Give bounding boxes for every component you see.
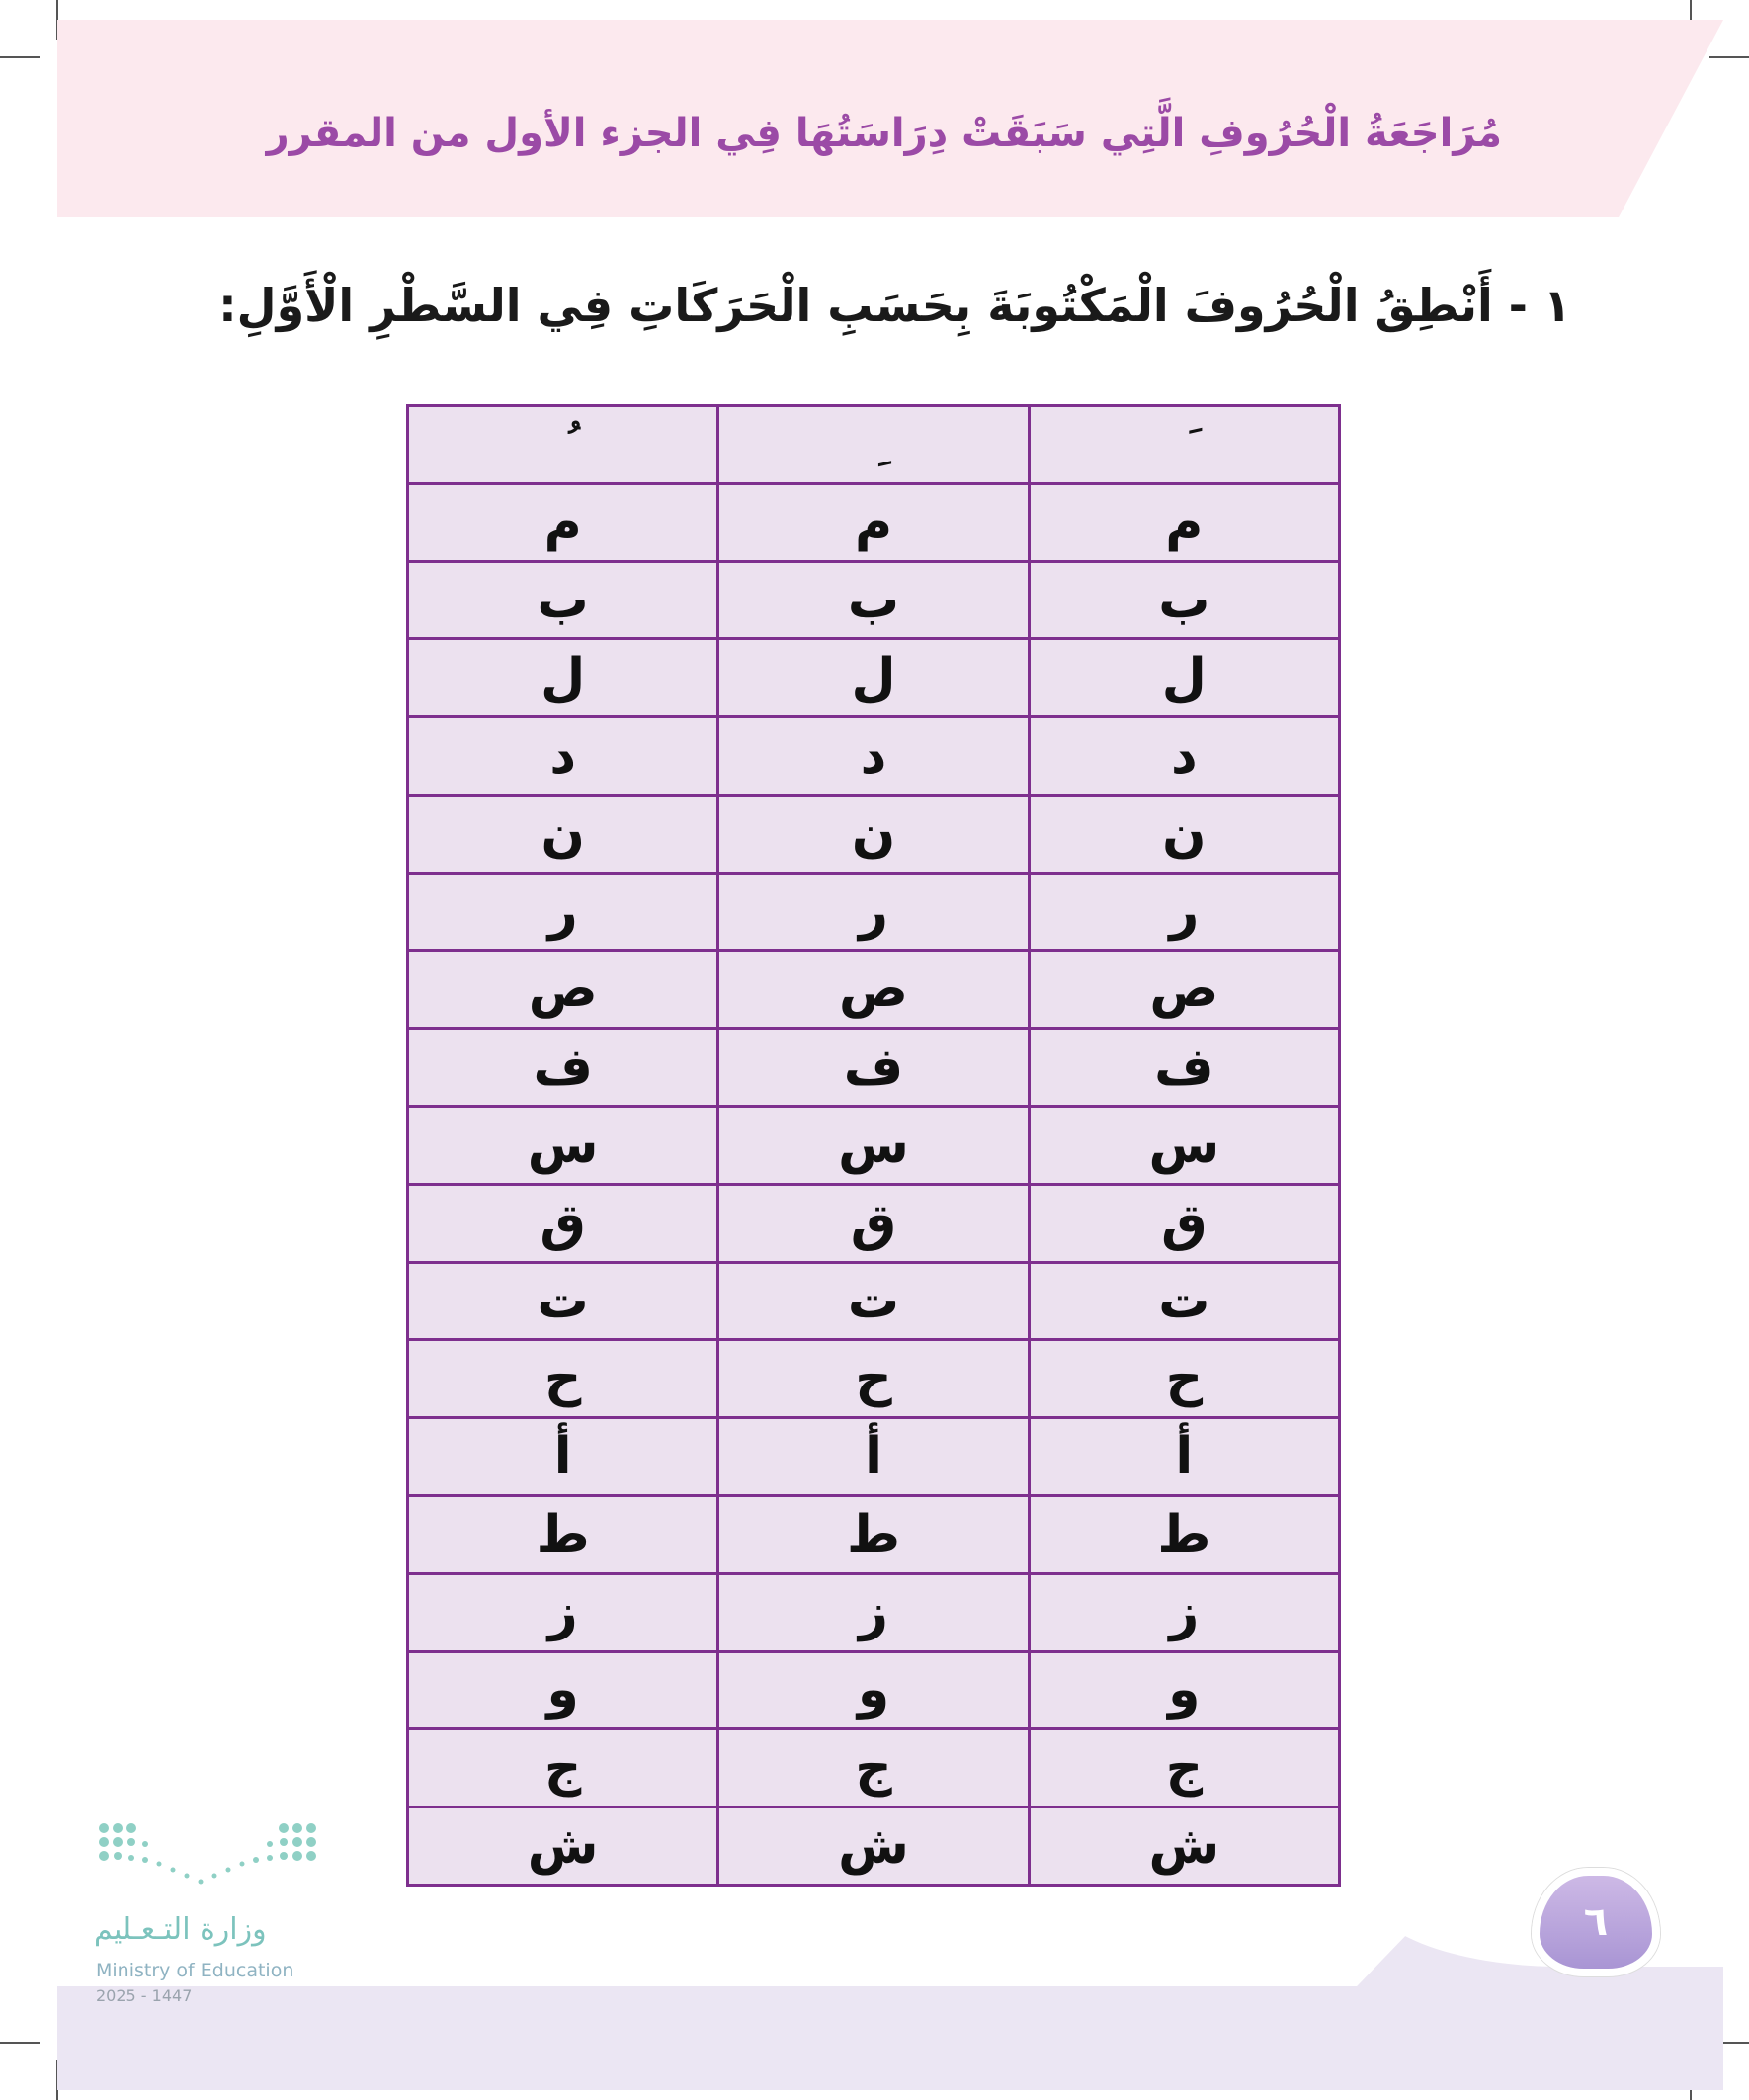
table-row (408, 717, 1340, 796)
letter-cell: و (408, 1651, 718, 1729)
letter-cell: ش (408, 1807, 718, 1886)
letter-cell: ج (1029, 1729, 1339, 1807)
letter-cell: ر (718, 873, 1029, 951)
letter-cell: س (408, 1107, 718, 1185)
letter-cell: ن (1029, 795, 1339, 873)
letter-cell: ب (718, 561, 1029, 639)
page-title: مُرَاجَعَةُ الْحُرُوفِ الَّتِي سَبَقَتْ دِرَاسَتُهَا فِي الجزء الأول من المقرر (266, 111, 1502, 156)
letter-cell: ل (408, 639, 718, 717)
letter-cell: ق (718, 1184, 1029, 1262)
letter-cell: د (1029, 717, 1339, 796)
letter-cell: ر (408, 873, 718, 951)
table-row (408, 1495, 1340, 1573)
letter-cell: أ (408, 1418, 718, 1496)
ministry-name-arabic: وزارة التـعـليم (94, 1912, 267, 1947)
table-row (408, 1262, 1340, 1340)
letter-cell: ب (408, 561, 718, 639)
table-row (408, 951, 1340, 1029)
letter-cell: ت (718, 1262, 1029, 1340)
table-row (408, 1573, 1340, 1651)
exercise-instruction: ١ - أَنْطِقُ الْحُرُوفَ الْمَكْتُوبَةَ بِحَسَبِ الْحَرَكَاتِ فِي السَّطْرِ الْأَوَّلِ: (218, 279, 1571, 332)
letter-cell: ف (408, 1029, 718, 1107)
letter-cell: ن (718, 795, 1029, 873)
table-row (408, 1418, 1340, 1496)
letter-cell: ت (408, 1262, 718, 1340)
table-row (408, 1729, 1340, 1807)
table-row (408, 1651, 1340, 1729)
table-row (408, 483, 1340, 561)
letter-cell: ف (1029, 1029, 1339, 1107)
letter-cell: ح (718, 1340, 1029, 1418)
letter-cell: س (718, 1107, 1029, 1185)
letter-cell: ج (718, 1729, 1029, 1807)
ministry-name-english: Ministry of Education (96, 1960, 294, 1981)
letter-cell: ح (1029, 1340, 1339, 1418)
crop-mark (0, 2042, 40, 2044)
vowel-header-row (408, 406, 1340, 484)
letter-cell: ز (718, 1573, 1029, 1651)
letter-cell: ق (408, 1184, 718, 1262)
letter-cell: ط (1029, 1495, 1339, 1573)
letter-cell: م (1029, 483, 1339, 561)
letter-cell: د (408, 717, 718, 796)
letter-cell: و (718, 1651, 1029, 1729)
letter-cell: ل (1029, 639, 1339, 717)
letter-cell: ت (1029, 1262, 1339, 1340)
letter-cell: د (718, 717, 1029, 796)
edition-year: 2025 - 1447 (96, 1986, 193, 2005)
table-row (408, 1807, 1340, 1886)
crop-mark (1709, 56, 1749, 58)
letter-cell: ب (1029, 561, 1339, 639)
vowel-mark-cell (1029, 406, 1339, 484)
letter-cell: ق (1029, 1184, 1339, 1262)
letter-cell: و (1029, 1651, 1339, 1729)
letter-cell: ن (408, 795, 718, 873)
letter-cell: م (408, 483, 718, 561)
table-row (408, 873, 1340, 951)
letter-cell: ر (1029, 873, 1339, 951)
table-row (408, 561, 1340, 639)
table-row (408, 1340, 1340, 1418)
table-row (408, 1029, 1340, 1107)
letter-cell: ج (408, 1729, 718, 1807)
table-row (408, 1184, 1340, 1262)
letter-cell: ح (408, 1340, 718, 1418)
letters-table (406, 404, 1341, 1887)
letter-cell: ش (718, 1807, 1029, 1886)
page-number-badge: ٦ (1532, 1868, 1660, 1976)
vowel-mark-cell (718, 406, 1029, 484)
letter-cell: س (1029, 1107, 1339, 1185)
table-row (408, 1107, 1340, 1185)
letter-cell: ص (1029, 951, 1339, 1029)
table-row (408, 795, 1340, 873)
letter-cell: ص (408, 951, 718, 1029)
letter-cell: ط (408, 1495, 718, 1573)
letter-cell: ف (718, 1029, 1029, 1107)
letter-cell: ل (718, 639, 1029, 717)
letter-cell: ط (718, 1495, 1029, 1573)
vowel-mark-cell (408, 406, 718, 484)
ministry-logo-icon (94, 1818, 321, 1897)
letter-cell: ز (408, 1573, 718, 1651)
letter-cell: ش (1029, 1807, 1339, 1886)
letter-cell: أ (718, 1418, 1029, 1496)
letter-cell: ز (1029, 1573, 1339, 1651)
letter-cell: ص (718, 951, 1029, 1029)
letter-cell: أ (1029, 1418, 1339, 1496)
crop-mark (0, 56, 40, 58)
table-row (408, 639, 1340, 717)
letter-cell: م (718, 483, 1029, 561)
